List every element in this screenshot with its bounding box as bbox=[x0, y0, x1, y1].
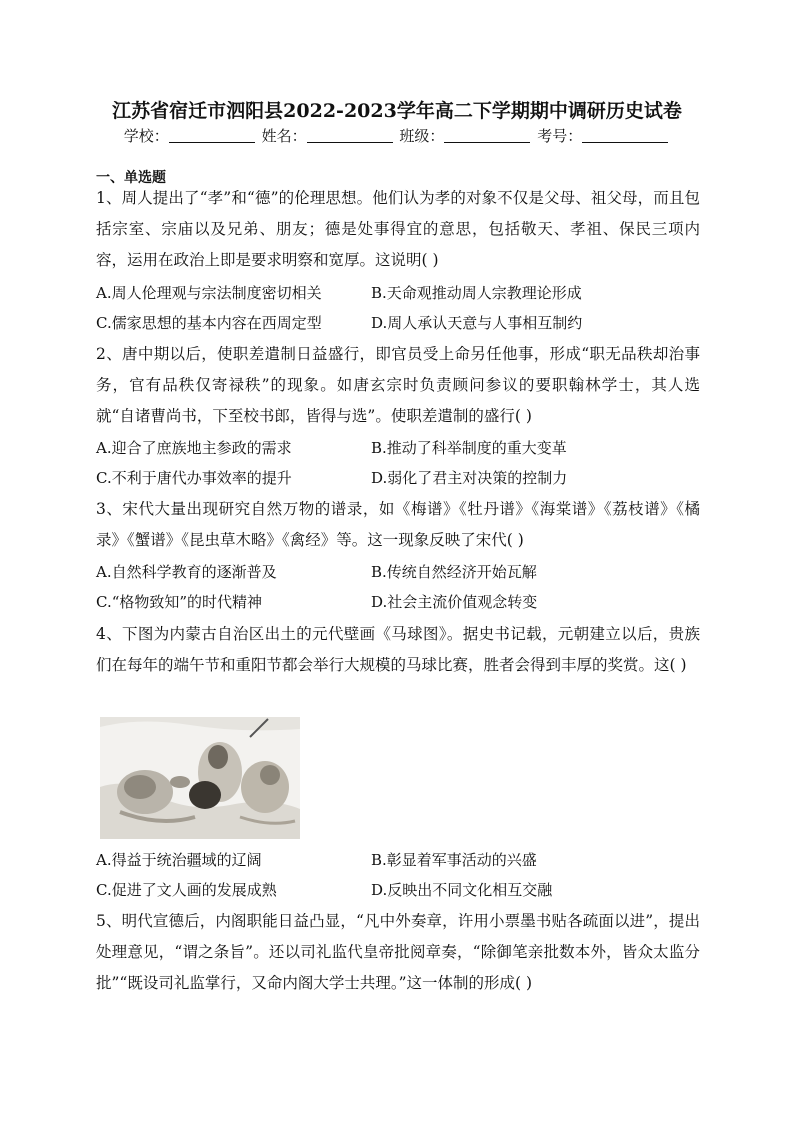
question-2-stem: 2、唐中期以后，使职差遣制日益盛行，即官员受上命另任他事，形成“职无品秩却治事务，官有品秩仅寄禄秩”的现象。如唐玄宗时负责顾问参议的要职翰林学士，其人选就“自诸曹尚书，下至校书郎，皆得与选”。使职差遣制的盛行( ) bbox=[96, 345, 700, 425]
question-3-stem: 3、宋代大量出现研究自然万物的谱录，如《梅谱》《牡丹谱》《海棠谱》《荔枝谱》《橘录》《蟹谱》《昆虫草木略》《禽经》等。这一现象反映了宋代( ) bbox=[96, 500, 700, 549]
class-blank[interactable] bbox=[444, 128, 530, 143]
q1-option-b: B.天命观推动周人宗教理论形成 bbox=[371, 284, 582, 302]
q3-option-b: B.传统自然经济开始瓦解 bbox=[371, 563, 537, 581]
q3-option-c: C.“格物致知”的时代精神 bbox=[96, 593, 263, 611]
name-label: 姓名： bbox=[261, 127, 307, 145]
class-label: 班级： bbox=[399, 127, 445, 145]
q1-option-c: C.儒家思想的基本内容在西周定型 bbox=[96, 314, 322, 332]
name-blank[interactable] bbox=[307, 128, 393, 143]
q3-option-a: A.自然科学教育的逐渐普及 bbox=[96, 563, 277, 581]
q2-option-c: C.不利于唐代办事效率的提升 bbox=[96, 469, 292, 487]
q2-option-a: A.迎合了庶族地主参政的需求 bbox=[96, 439, 292, 457]
polo-mural-image bbox=[100, 717, 300, 839]
exam-title: 江苏省宿迁市泗阳县2022-2023学年高二下学期期中调研历史试卷 bbox=[112, 100, 682, 122]
question-2-options bbox=[96, 433, 700, 493]
q3-option-d: D.社会主流价值观念转变 bbox=[371, 593, 538, 611]
q4-option-b: B.彰显着军事活动的兴盛 bbox=[371, 851, 537, 869]
question-3-options bbox=[96, 557, 700, 617]
number-label: 考号： bbox=[537, 127, 583, 145]
q1-option-d: D.周人承认天意与人事相互制约 bbox=[371, 314, 583, 332]
q2-option-d: D.弱化了君主对决策的控制力 bbox=[371, 469, 568, 487]
question-4-options bbox=[96, 845, 700, 905]
q2-option-b: B.推动了科举制度的重大变革 bbox=[371, 439, 567, 457]
student-info-line bbox=[0, 125, 794, 146]
section-heading: 一、单选题 bbox=[96, 170, 166, 186]
school-label: 学校： bbox=[123, 127, 169, 145]
q4-option-d: D.反映出不同文化相互交融 bbox=[371, 881, 553, 899]
q4-option-c: C.促进了文人画的发展成熟 bbox=[96, 881, 277, 899]
question-5-stem: 5、明代宣德后，内阁职能日益凸显，“凡中外奏章，许用小票墨书贴各疏面以进”，提出处理意见，“谓之条旨”。还以司礼监代皇帝批阅章奏，“除御笔亲批数本外，皆众太监分批”“既设司礼监掌行，又命内阁大学士共理。”这一体制的形成( ) bbox=[96, 912, 700, 992]
question-1-options bbox=[96, 278, 700, 338]
q4-option-a: A.得益于统治疆域的辽阔 bbox=[96, 851, 262, 869]
school-blank[interactable] bbox=[169, 128, 255, 143]
question-4-stem: 4、下图为内蒙古自治区出土的元代壁画《马球图》。据史书记载，元朝建立以后，贵族们在每年的端午节和重阳节都会举行大规模的马球比赛，胜者会得到丰厚的奖赏。这( ) bbox=[96, 625, 700, 674]
q1-option-a: A.周人伦理观与宗法制度密切相关 bbox=[96, 284, 322, 302]
question-1-stem: 1、周人提出了“孝”和“德”的伦理思想。他们认为孝的对象不仅是父母、祖父母，而且包括宗室、宗庙以及兄弟、朋友；德是处事得宜的意思，包括敬天、孝祖、保民三项内容，运用在政治上即是要求明察和宽厚。这说明( ) bbox=[96, 189, 700, 269]
number-blank[interactable] bbox=[582, 128, 668, 143]
